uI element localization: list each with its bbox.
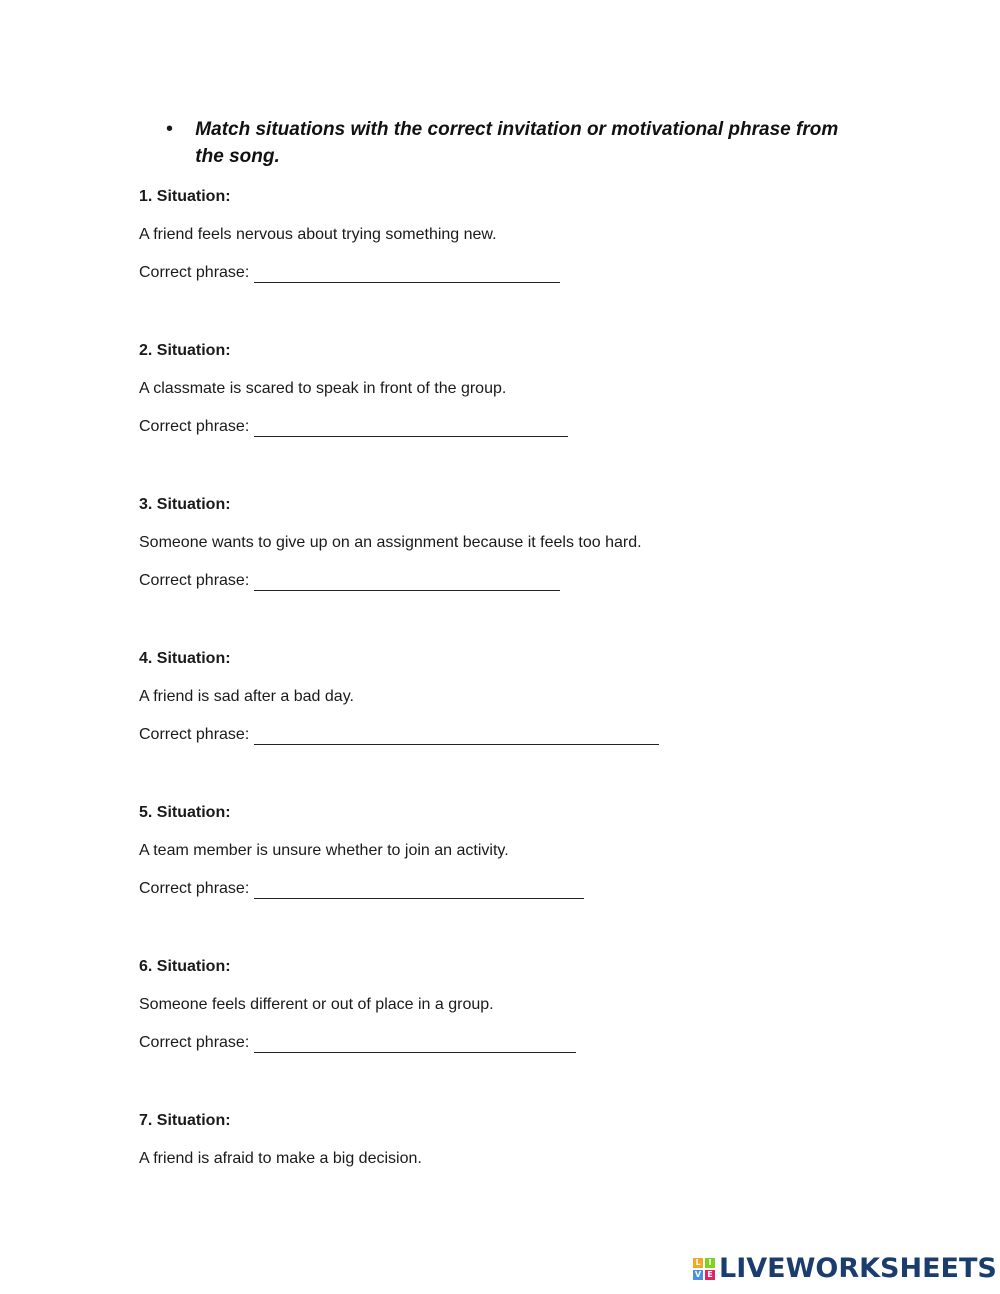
instruction — [166, 116, 866, 170]
situation-description: A classmate is scared to speak in front of the group. — [139, 380, 507, 397]
answer-blank[interactable] — [254, 882, 584, 899]
answer-blank[interactable] — [254, 1036, 576, 1053]
answer-blank[interactable] — [254, 420, 568, 437]
answer-blank[interactable] — [254, 266, 560, 283]
situation-description: Someone feels different or out of place in a group. — [139, 996, 494, 1013]
correct-phrase-row — [139, 571, 560, 591]
situation-title: 4. Situation: — [139, 650, 231, 667]
situation-title: 2. Situation: — [139, 342, 231, 359]
logo-cell: E — [705, 1270, 715, 1280]
situation-description: A friend feels nervous about trying something new. — [139, 226, 497, 243]
situation-description: A team member is unsure whether to join an activity. — [139, 842, 509, 859]
situation-description: Someone wants to give up on an assignment because it feels too hard. — [139, 534, 642, 551]
situation-description: A friend is afraid to make a big decision. — [139, 1150, 422, 1167]
correct-phrase-row — [139, 879, 584, 899]
situation-title: 5. Situation: — [139, 804, 231, 821]
logo-cell: V — [694, 1270, 702, 1279]
correct-phrase-row — [139, 417, 568, 437]
correct-phrase-row — [139, 263, 560, 283]
correct-phrase-label: Correct phrase: — [139, 726, 250, 743]
logo-grid-icon — [693, 1258, 715, 1280]
liveworksheets-logo — [693, 1254, 997, 1284]
situation-title: 3. Situation: — [139, 496, 231, 513]
correct-phrase-label: Correct phrase: — [139, 418, 250, 435]
situation-description: A friend is sad after a bad day. — [139, 688, 354, 705]
logo-cell: L — [693, 1258, 703, 1268]
logo-text: LIVEWORKSHEETS — [719, 1253, 997, 1284]
correct-phrase-label: Correct phrase: — [139, 572, 250, 589]
situation-title: 7. Situation: — [139, 1112, 231, 1129]
instruction-text: Match situations with the correct invitation or motivational phrase from the song. — [195, 119, 839, 167]
correct-phrase-row — [139, 1033, 576, 1053]
situation-title: 6. Situation: — [139, 958, 231, 975]
answer-blank[interactable] — [254, 728, 659, 745]
answer-blank[interactable] — [254, 574, 560, 591]
situation-title: 1. Situation: — [139, 188, 231, 205]
logo-cell: I — [705, 1258, 715, 1268]
correct-phrase-label: Correct phrase: — [139, 264, 250, 281]
bullet-icon: • — [166, 118, 174, 140]
correct-phrase-label: Correct phrase: — [139, 880, 250, 897]
correct-phrase-label: Correct phrase: — [139, 1034, 250, 1051]
correct-phrase-row — [139, 725, 659, 745]
